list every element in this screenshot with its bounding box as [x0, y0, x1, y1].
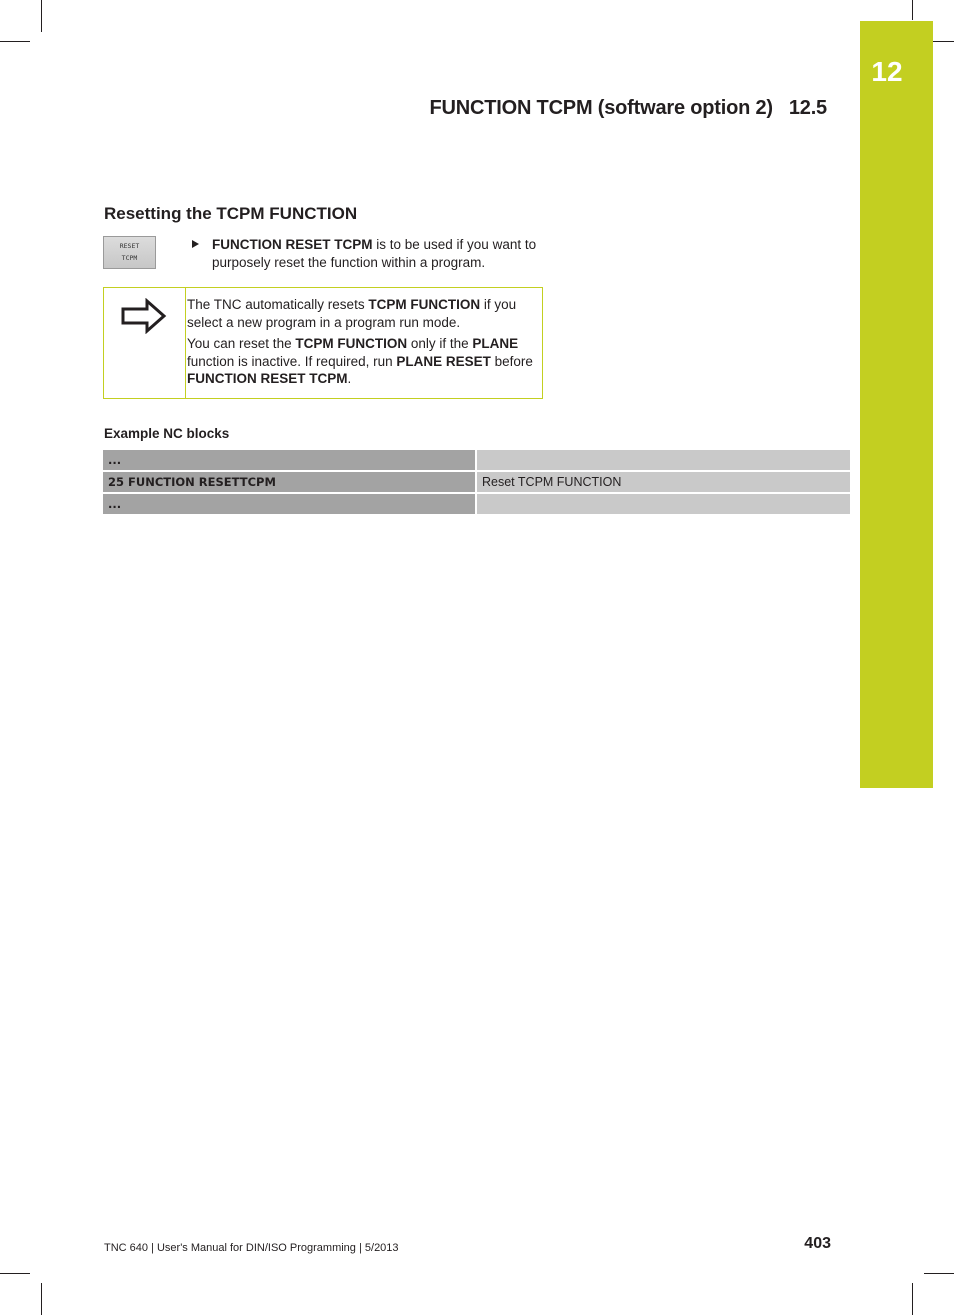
table-row: [103, 494, 850, 514]
softkey-label-line1: RESET: [119, 242, 140, 250]
crop-mark: [41, 1283, 42, 1315]
section-title: Resetting the TCPM FUNCTION: [104, 204, 358, 223]
chapter-number: 12: [871, 56, 903, 87]
bullet-text: is to be used if you want to purposely reset the function within a program.: [212, 237, 537, 270]
instruction-bullet: [192, 236, 542, 271]
footer-text: TNC 640 | User's Manual for DIN/ISO Programming | 5/2013: [104, 1242, 399, 1254]
note-text: function is inactive. If required, run: [187, 353, 397, 369]
note-box: [103, 287, 543, 399]
running-header-section: 12.5: [788, 97, 827, 119]
note-keyword: FUNCTION RESET TCPM: [187, 371, 348, 386]
note-keyword: TCPM FUNCTION: [295, 336, 408, 351]
bullet-function-name: FUNCTION RESET TCPM: [212, 237, 373, 252]
note-text: The TNC automatically resets: [187, 297, 369, 312]
nc-desc-cell: [477, 494, 850, 514]
note-divider: [185, 288, 186, 398]
arrow-right-icon: [121, 298, 167, 334]
nc-blocks-table: [103, 448, 850, 516]
crop-mark: [912, 1283, 913, 1315]
chapter-tab: [860, 21, 933, 788]
note-keyword: PLANE RESET: [396, 353, 491, 369]
note-body: [187, 296, 539, 392]
note-text: only if the: [407, 336, 473, 351]
note-keyword: TCPM FUNCTION: [368, 297, 481, 312]
crop-mark: [0, 41, 30, 42]
nc-desc-cell: [477, 450, 850, 470]
crop-mark: [41, 0, 42, 32]
reset-tcpm-softkey[interactable]: [103, 236, 156, 269]
note-text: before: [490, 353, 533, 369]
bullet-triangle-icon: [192, 240, 199, 248]
table-row: [103, 472, 850, 492]
example-title: Example NC blocks: [104, 426, 230, 441]
nc-code-cell: 25 FUNCTION RESETTCPM: [103, 472, 477, 492]
crop-mark: [924, 1273, 954, 1274]
running-header-title: FUNCTION TCPM (software option 2): [429, 97, 773, 119]
note-keyword: PLANE: [472, 336, 519, 351]
nc-desc-cell: Reset TCPM FUNCTION: [477, 472, 850, 492]
nc-code-cell: ...: [103, 494, 477, 514]
note-text: You can reset the: [187, 336, 296, 351]
page-number: 403: [804, 1235, 831, 1252]
softkey-label-line2: TCPM: [121, 254, 138, 262]
crop-mark: [912, 0, 913, 20]
nc-code-cell: ...: [103, 450, 477, 470]
running-header: [429, 97, 827, 120]
note-paragraph-2: [187, 335, 539, 388]
note-paragraph-1: [187, 296, 539, 331]
note-text: if you select a new program in a program run mode.: [187, 297, 517, 330]
table-row: [103, 450, 850, 470]
note-text: .: [347, 371, 352, 386]
crop-mark: [0, 1273, 30, 1274]
